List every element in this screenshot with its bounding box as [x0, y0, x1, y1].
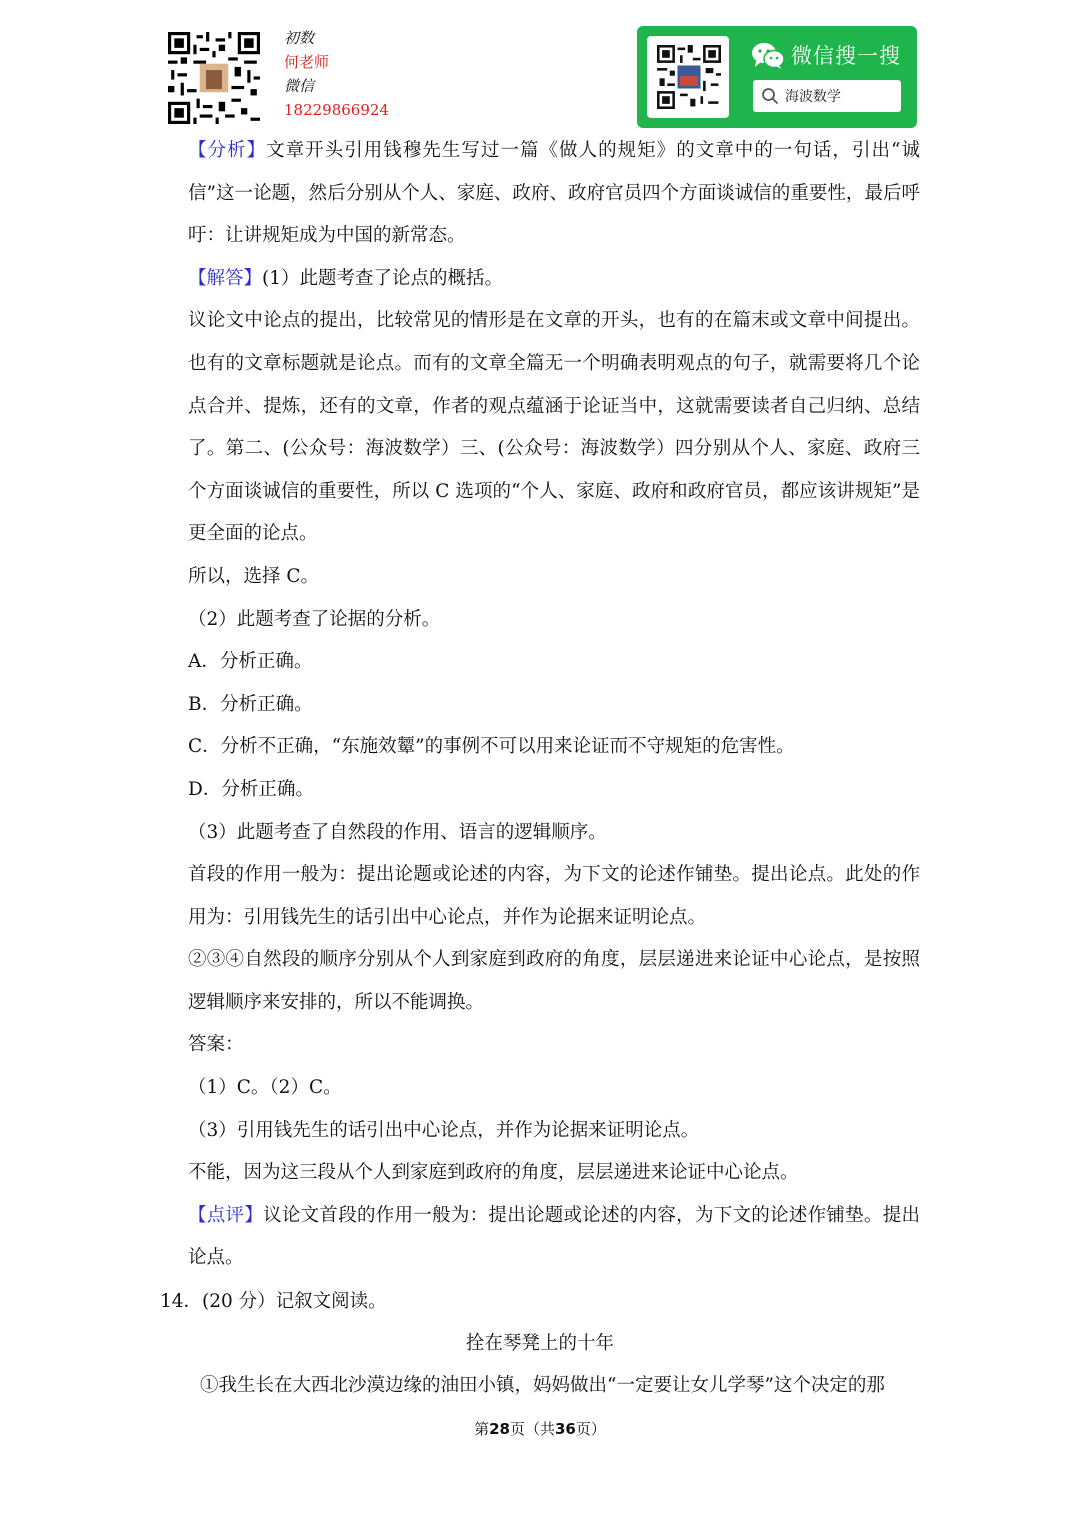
footer-total-pages: 36 — [555, 1420, 576, 1438]
article-title: 拴在琴凳上的十年 — [465, 1333, 614, 1354]
answer-tag: 【解答】 — [188, 267, 263, 289]
search-icon — [761, 87, 779, 105]
option-b: B．分析正确。 — [188, 693, 313, 715]
answer-3-cannot-swap: 不能，因为这三段从个人到家庭到政府的角度，层层递进来论证中心论点。 — [188, 1162, 799, 1184]
contact-line-phone: 18229866924 — [284, 101, 389, 119]
solution-content — [188, 130, 920, 1280]
qr-code-left — [168, 32, 260, 124]
analysis-tag: 【分析】 — [188, 140, 267, 161]
option-d: D．分析正确。 — [188, 778, 314, 800]
paragraph-argument-explanation: 议论文中论点的提出，比较常见的情形是在文章的开头，也有的在篇末或文章中间提出。也有的文章标题就是论点。而有的文章全篇无一个明确表明观点的句子，就需要将几个论点合并、提炼，还有的文章，作者的观点蕴涵于论证当中，这就需要读者自己归纳、总结了。第二、(公众号：海波数学）三、(公众号：海波数学）四分别从个人、家庭、政府三个方面谈诚信的重要性，所以 C 选项的“个人、家庭、政府和政府官员，都应该讲规矩”是更全面的论点。 — [188, 310, 920, 545]
wechat-qr-code — [657, 44, 721, 110]
comment-tag: 【点评】 — [188, 1204, 264, 1226]
answer-label: 答案： — [188, 1034, 244, 1056]
paragraph-order-explanation: ②③④自然段的顺序分别从个人到家庭到政府的角度，层层递进来论证中心论点，是按照逻辑顺序来安排的，所以不能调换。 — [188, 949, 920, 1013]
page-footer — [0, 1418, 1080, 1440]
answer-1-2: （1）C。（2）C。 — [188, 1077, 342, 1099]
footer-page-number: 28 — [489, 1420, 510, 1438]
footer-prefix: 第 — [474, 1420, 490, 1438]
paragraph-q3-intro: （3）此题考查了自然段的作用、语言的逻辑顺序。 — [188, 821, 607, 843]
analysis-text: 文章开头引用钱穆先生写过一篇《做人的规矩》的文章中的一句话，引出“诚信”这一论题，然后分别从个人、家庭、政府、政府官员四个方面谈诚信的重要性，最后呼吁：让讲规矩成为中国的新常态。 — [188, 140, 920, 247]
wechat-logo-icon — [751, 42, 785, 70]
wechat-qr-frame — [647, 36, 729, 118]
option-a: A．分析正确。 — [188, 651, 313, 673]
question-14-heading: 14．(20 分）记叙文阅读。 — [160, 1291, 387, 1312]
answer-intro-text: (1）此题考查了论点的概括。 — [262, 267, 504, 289]
wechat-search-box[interactable] — [753, 80, 901, 112]
wechat-search-banner[interactable] — [637, 26, 917, 128]
wechat-search-query: 海波数学 — [785, 89, 841, 105]
paragraph-first-section-role: 首段的作用一般为：提出论题或论述的内容，为下文的论述作铺垫。提出论点。此处的作用为：引用钱先生的话引出中心论点，并作为论据来证明论点。 — [188, 864, 920, 928]
comment-text: 议论文首段的作用一般为：提出论题或论述的内容，为下文的论述作铺垫。提出论点。 — [188, 1204, 920, 1269]
answer-3: （3）引用钱先生的话引出中心论点，并作为论据来证明论点。 — [188, 1119, 700, 1141]
comment-paragraph — [188, 1195, 920, 1280]
article-first-line: ①我生长在大西北沙漠边缘的油田小镇，妈妈做出“一定要让女儿学琴”这个决定的那 — [200, 1375, 885, 1396]
contact-line-teacher: 何老师 — [284, 53, 330, 71]
contact-line-wechat: 微信 — [284, 77, 315, 95]
footer-middle: 页（共 — [509, 1420, 555, 1438]
paragraph-choice-c: 所以，选择 C。 — [188, 565, 320, 587]
footer-suffix: 页） — [575, 1420, 606, 1438]
analysis-paragraph — [188, 130, 920, 258]
wechat-search-title: 微信搜一搜 — [791, 44, 901, 68]
option-c: C．分析不正确，“东施效颦”的事例不可以用来论证而不守规矩的危害性。 — [188, 736, 795, 758]
answer-intro-paragraph — [188, 258, 920, 301]
contact-line-subject: 初数 — [284, 29, 315, 47]
paragraph-q2-intro: （2）此题考查了论据的分析。 — [188, 608, 441, 630]
teacher-contact — [284, 26, 389, 122]
